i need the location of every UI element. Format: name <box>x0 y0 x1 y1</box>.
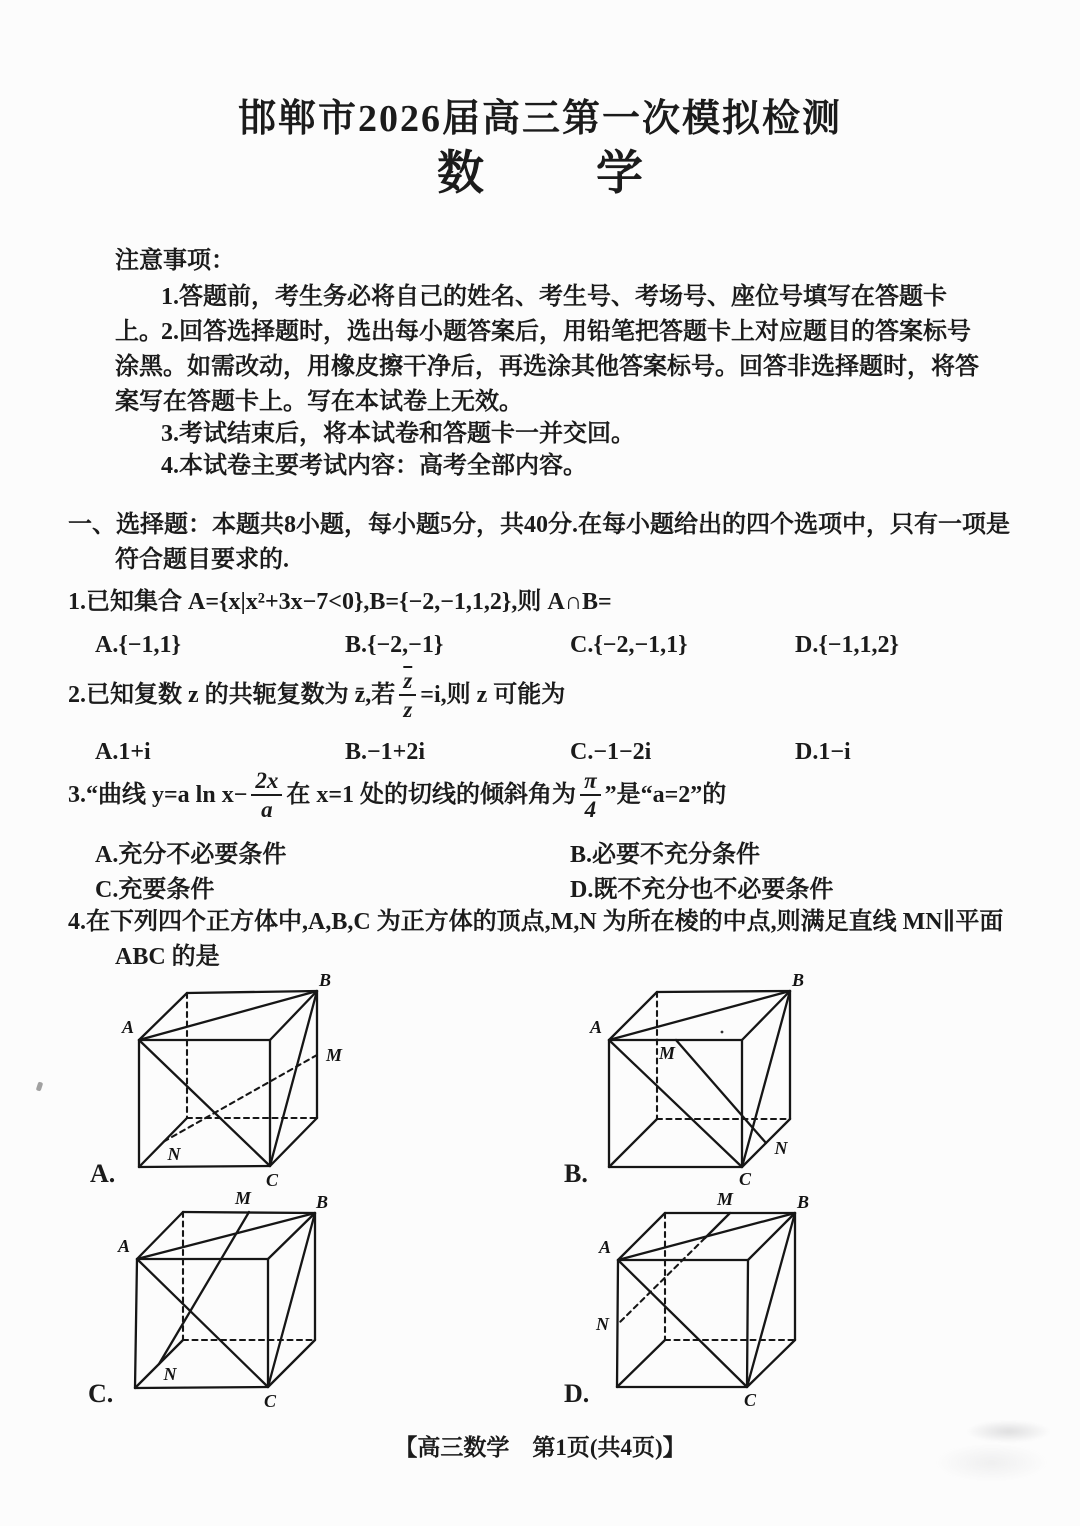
cube-a-midpoint-label-n: N <box>167 1144 181 1164</box>
figure-option-letter-a: A. <box>90 1159 116 1188</box>
q1-option-b: B.{−2,−1} <box>345 632 444 658</box>
q2-fraction-denominator: z <box>403 696 413 722</box>
cube-c-edges <box>135 1212 315 1388</box>
q3-option-c: C.充要条件 <box>95 877 215 903</box>
exam-subject <box>0 146 1080 202</box>
question-3-options-row-2 <box>95 873 1035 908</box>
exam-title: 邯郸市2026届高三第一次模拟检测 <box>237 98 842 140</box>
notice-item-1: 1.答题前，考生务必将自己的姓名、考生号、考场号、座位号填写在答题卡上。 <box>115 284 947 345</box>
cube-d-segment-mn <box>618 1213 730 1324</box>
q3-option-a: A.充分不必要条件 <box>95 842 287 868</box>
cube-a-vertex-label-b: B <box>318 970 332 990</box>
q2-option-b: B.−1+2i <box>345 739 426 765</box>
q3-frac1-numerator: 2x <box>251 768 282 796</box>
figure-option-letter-c: C. <box>88 1379 114 1408</box>
q2-fraction-numerator: $\overline{z}$ <box>399 668 416 696</box>
q1-option-c: C.{−2,−1,1} <box>570 632 688 658</box>
q2-text-suffix: =i,则 z 可能为 <box>420 681 566 708</box>
q2-option-d: D.1−i <box>795 739 851 765</box>
subject-char-2: 学 <box>596 148 643 200</box>
cube-c-midpoint-label-n: N <box>163 1364 177 1384</box>
question-1-options <box>95 628 1035 663</box>
question-4-text: 4.在下列四个正方体中,A,B,C 为正方体的顶点,M,N 为所在棱的中点,则满足直线 MN∥平面 ABC 的是 <box>68 909 1004 970</box>
q3-frac2-denominator: 4 <box>584 796 597 822</box>
question-3-text <box>68 764 726 826</box>
cube-c-midpoint-label-m: M <box>234 1188 252 1208</box>
q2-option-a: A.1+i <box>95 739 151 765</box>
q3-option-d: D.既不充分也不必要条件 <box>570 877 834 903</box>
cube-b-midpoint-label-n: N <box>774 1138 788 1158</box>
q3-option-b: B.必要不充分条件 <box>570 842 761 868</box>
cube-c-vertex-label-c: C <box>263 1391 277 1411</box>
cube-b-vertex-label-a: A <box>589 1017 602 1037</box>
cube-d-midpoint-label-n: N <box>596 1314 609 1334</box>
q1-option-a: A.{−1,1} <box>95 632 181 658</box>
notice-item-4: 4.本试卷主要考试内容：高考全部内容。 <box>161 453 587 479</box>
cube-a-vertex-label-a: A <box>121 1017 134 1037</box>
q3-frac2-numerator: π <box>580 768 601 796</box>
cube-c-segment-mn <box>159 1212 249 1364</box>
cube-b-vertex-label-c: C <box>738 1169 752 1189</box>
figure-option-letter-d: D. <box>564 1379 590 1408</box>
cube-figure-d <box>553 1190 823 1420</box>
figure-option-letter-b: B. <box>564 1159 588 1188</box>
notice-item-2: 2.回答选择题时，选出每小题答案后，用铅笔把答题卡上对应题目的答案标号涂黑。如需改动，用橡皮擦干净后，再选涂其他答案标号。回答非选择题时，将答案写在答题卡上。写在本试卷上无效。 <box>115 319 979 415</box>
question-1-text: 1.已知集合 A={x|x²+3x−7<0},B={−2,−1,1,2},则 A∩B= <box>68 589 612 615</box>
cube-d-midpoint-label-m: M <box>716 1189 734 1209</box>
cube-c-vertex-label-a: A <box>117 1236 130 1256</box>
cube-figure-a <box>78 970 348 1200</box>
cube-b-vertex-label-b: B <box>791 970 805 990</box>
notice-item-3: 3.考试结束后，将本试卷和答题卡一并交回。 <box>161 421 635 447</box>
q3-fraction-pi-over-4 <box>580 768 601 823</box>
cube-a-vertex-label-c: C <box>265 1170 279 1190</box>
print-dot <box>721 1031 724 1034</box>
cube-d-vertex-label-b: B <box>796 1192 810 1212</box>
notice-heading: 注意事项： <box>115 248 235 274</box>
q3-fraction-2x-over-a <box>251 768 282 823</box>
cube-d-vertex-label-a: A <box>598 1237 611 1257</box>
q3-text-suffix: ”是“a=2”的 <box>604 781 727 808</box>
cube-figure-c <box>76 1190 346 1420</box>
cube-b-midpoint-label-m: M <box>658 1043 676 1063</box>
q2-text-prefix: 2.已知复数 z 的共轭复数为 z̄,若 <box>68 681 396 708</box>
cube-figure-b <box>556 970 826 1200</box>
q1-option-d: D.{−1,1,2} <box>795 632 899 658</box>
section-1-heading: 一、选择题：本题共8小题，每小题5分，共40分.在每小题给出的四个选项中，只有一项是符合题目要求的. <box>68 512 1010 573</box>
q3-text-prefix: 3.“曲线 y=a ln x− <box>68 781 248 808</box>
scan-smudge <box>898 1412 1068 1490</box>
cube-d-vertex-label-c: C <box>743 1390 757 1410</box>
q3-text-middle: 在 x=1 处的切线的倾斜角为 <box>286 781 577 808</box>
q2-option-c: C.−1−2i <box>570 739 652 765</box>
scan-speck <box>36 1081 44 1091</box>
q3-frac1-denominator: a <box>261 796 273 822</box>
q2-fraction-zbar-over-z <box>399 668 416 723</box>
question-3-options-row-1 <box>95 838 1035 873</box>
cube-b-segment-mn <box>676 1040 766 1143</box>
cube-c-vertex-label-b: B <box>315 1192 329 1212</box>
page-footer: 【高三数学 第1页(共4页)】 <box>394 1435 686 1460</box>
subject-char-1: 数 <box>437 148 484 200</box>
question-2-text <box>68 664 565 726</box>
cube-a-midpoint-label-m: M <box>326 1045 343 1065</box>
